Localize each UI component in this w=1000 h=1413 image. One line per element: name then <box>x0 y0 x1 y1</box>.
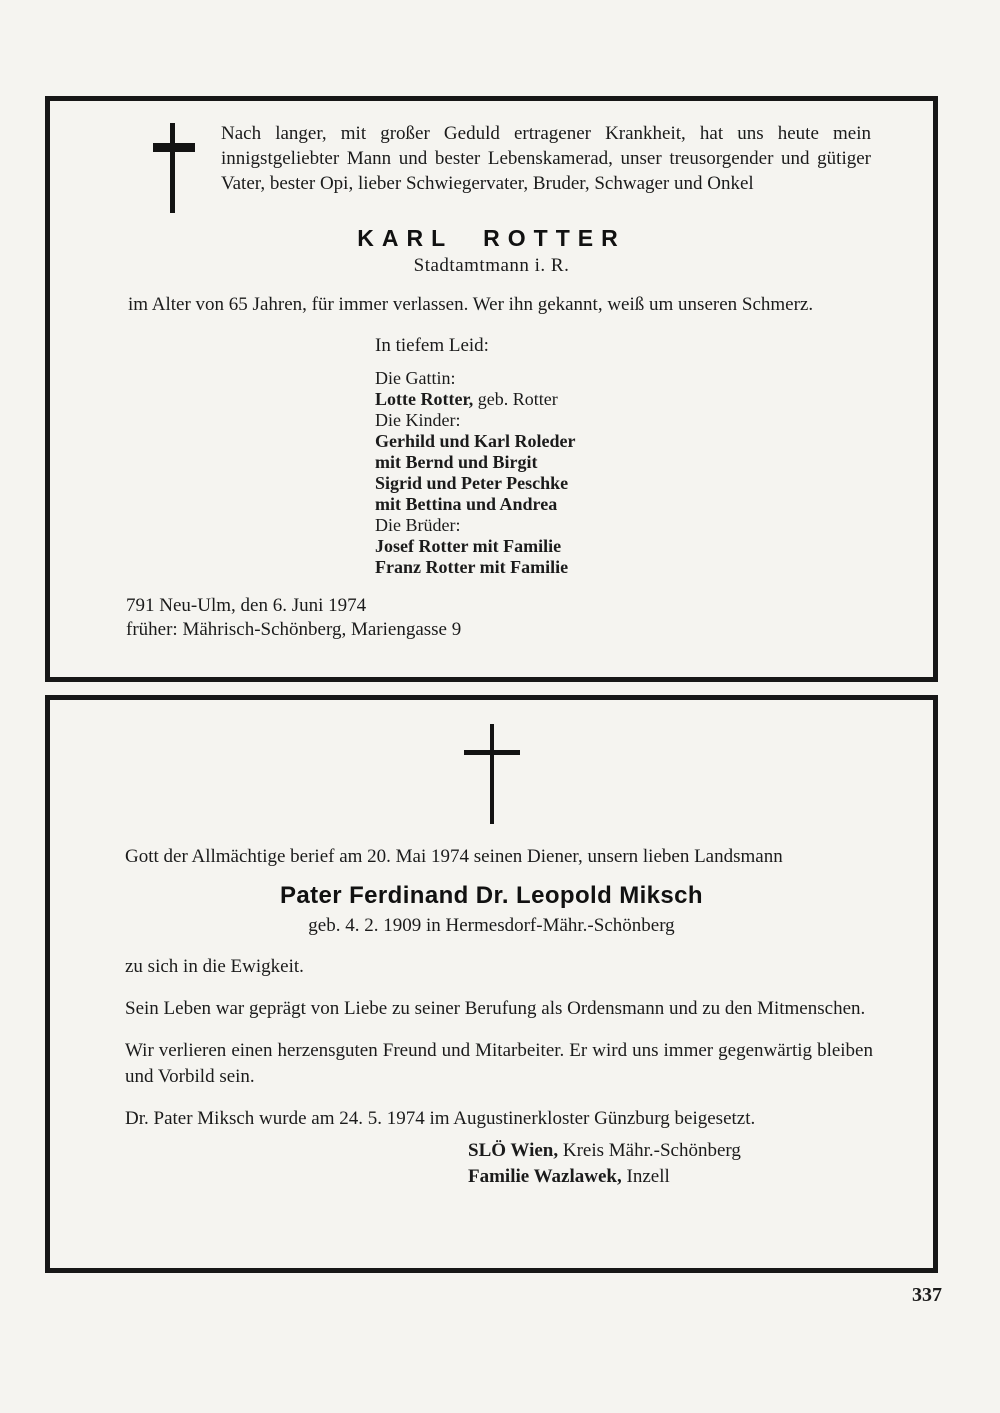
mourner-line <box>375 494 933 515</box>
cross-icon <box>464 724 520 824</box>
signature-text: Inzell <box>621 1166 670 1187</box>
mourners-list <box>375 368 933 578</box>
mourner-name-bold: Gerhild und Karl Roleder <box>375 431 576 451</box>
mourner-text: Die Gattin: <box>375 368 456 388</box>
mourning-label: In tiefem Leid: <box>375 335 489 356</box>
cross-horizontal-bar <box>464 750 520 755</box>
signature-line <box>468 1138 873 1164</box>
deceased-name: Pater Ferdinand Dr. Leopold Miksch <box>279 882 703 909</box>
cross-horizontal-bar <box>153 143 195 152</box>
signatures-block <box>468 1138 873 1190</box>
mourner-line <box>375 368 933 389</box>
notice-paragraph: zu sich in die Ewigkeit. <box>125 956 304 977</box>
notice-header <box>153 121 871 213</box>
cross-vertical-bar <box>490 724 494 824</box>
mourner-line <box>375 473 933 494</box>
notice-paragraph: Wir verlieren einen herzensguten Freund und Mitarbeiter. Er wird uns immer gegenwärtig bleiben und Vorbild sein. <box>125 1040 873 1087</box>
notice-paragraph: Sein Leben war geprägt von Liebe zu seiner Berufung als Ordensmann und zu den Mitmenschen. <box>125 998 866 1019</box>
notice-footer <box>126 594 873 642</box>
mourner-name-bold: Josef Rotter mit Familie <box>375 536 562 556</box>
notice-intro-text: Nach langer, mit großer Geduld ertragener Krankheit, hat uns heute mein innigstgeliebter Mann und bester Lebenskamerad, unser treusorgender und gütiger Vater, bester Opi, lieber Schwiegervater, Bruder, Schwager und Onkel <box>221 123 871 194</box>
mourner-name-bold: mit Bettina und Andrea <box>375 494 558 514</box>
page-number: 337 <box>912 1284 942 1306</box>
mourner-line <box>375 557 933 578</box>
obituary-notice-karl-rotter <box>45 96 938 682</box>
notice-paragraph: Dr. Pater Miksch wurde am 24. 5. 1974 im Augustinerkloster Günzburg beigesetzt. <box>125 1108 756 1129</box>
deceased-title: Stadtamtmann i. R. <box>413 255 570 276</box>
cross-icon <box>153 123 195 213</box>
mourner-name-bold: Sigrid und Peter Peschke <box>375 473 569 493</box>
date-place-line: 791 Neu-Ulm, den 6. Juni 1974 <box>126 595 367 616</box>
deceased-name: KARL ROTTER <box>357 225 626 251</box>
mourner-line <box>375 389 933 410</box>
mourner-text: geb. Rotter <box>473 389 558 409</box>
signature-name-bold: SLÖ Wien, <box>468 1140 559 1161</box>
notice-intro-text: Gott der Allmächtige berief am 20. Mai 1974 seinen Diener, unsern lieben Landsmann <box>125 846 783 867</box>
mourner-line <box>375 410 933 431</box>
obituary-notice-pater-miksch <box>45 695 938 1273</box>
mourner-text: Die Kinder: <box>375 410 461 430</box>
mourner-text: Die Brüder: <box>375 515 461 535</box>
mourner-line <box>375 536 933 557</box>
mourner-line <box>375 431 933 452</box>
notice-body-text: im Alter von 65 Jahren, für immer verlassen. Wer ihn gekannt, weiß um unseren Schmerz. <box>128 294 814 315</box>
birth-line: geb. 4. 2. 1909 in Hermesdorf-Mähr.-Schönberg <box>308 915 675 936</box>
signature-name-bold: Familie Wazlawek, <box>468 1166 622 1187</box>
former-address-line: früher: Mährisch-Schönberg, Mariengasse 9 <box>126 619 462 640</box>
signature-text: Kreis Mähr.-Schönberg <box>558 1140 741 1161</box>
mourner-name-bold: Franz Rotter mit Familie <box>375 557 569 577</box>
cross-vertical-bar <box>170 123 175 213</box>
mourner-line <box>375 452 933 473</box>
mourner-line <box>375 515 933 536</box>
mourner-name-bold: mit Bernd und Birgit <box>375 452 538 472</box>
mourner-name-bold: Lotte Rotter, <box>375 389 474 409</box>
signature-line <box>468 1164 873 1190</box>
